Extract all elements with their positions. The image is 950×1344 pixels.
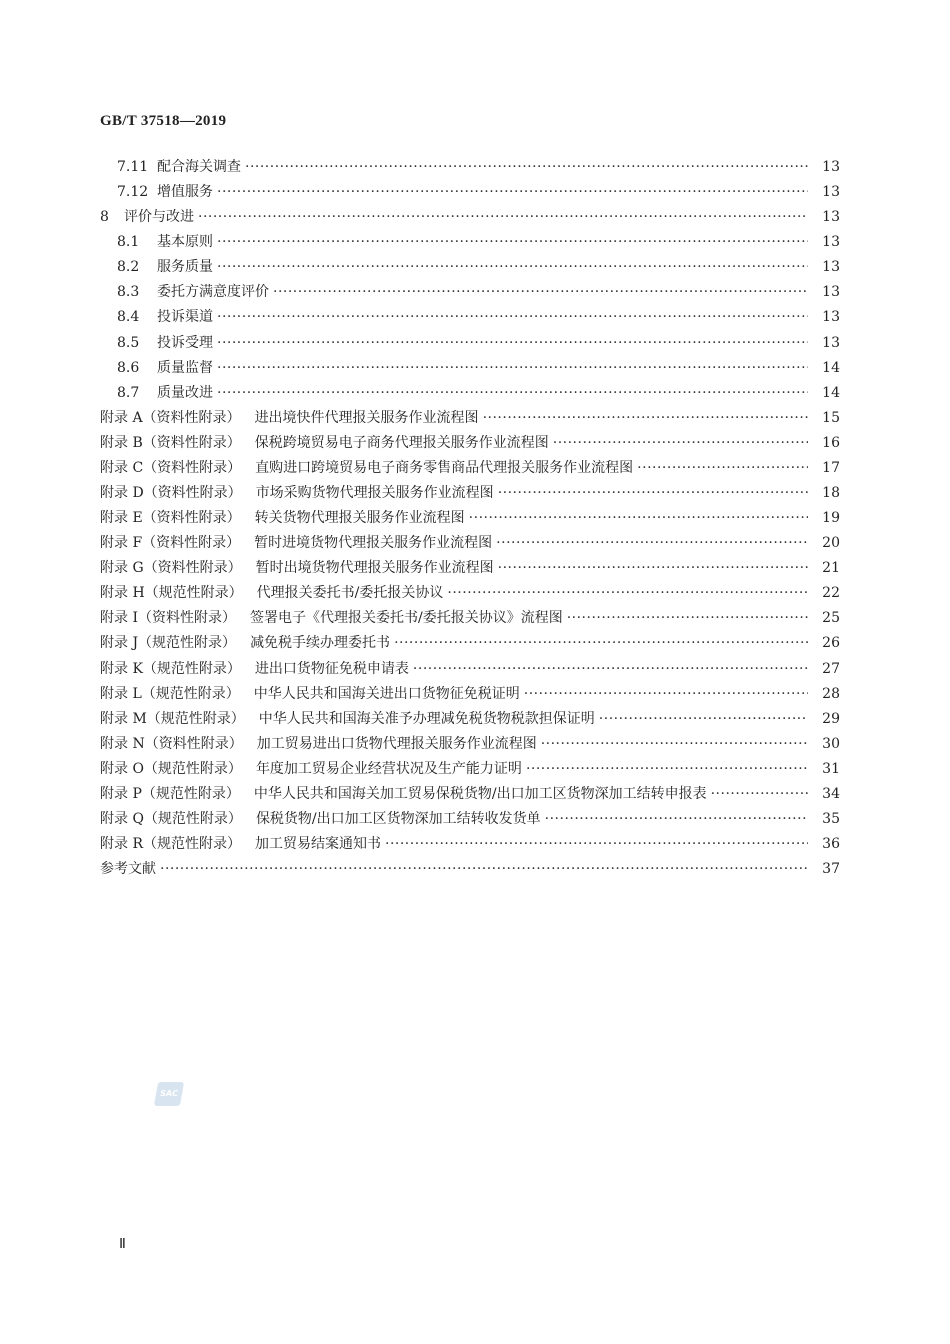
toc-entry-number: 8 <box>100 209 109 226</box>
toc-entry[interactable] <box>100 331 840 356</box>
toc-entry-page: 37 <box>822 861 840 878</box>
dot-leader <box>541 732 808 757</box>
dot-leader <box>160 857 808 882</box>
toc-entry[interactable] <box>100 230 840 255</box>
toc-entry[interactable] <box>100 682 840 707</box>
toc-entry-number: 附录 Q（规范性附录） <box>100 811 242 828</box>
dot-leader <box>217 305 808 330</box>
dot-leader <box>498 481 808 506</box>
toc-entry[interactable] <box>100 406 840 431</box>
dot-leader <box>553 431 808 456</box>
toc-entry-page: 22 <box>822 585 840 602</box>
toc-entry[interactable] <box>100 757 840 782</box>
table-of-contents <box>100 155 840 882</box>
toc-entry-number: 8.3 <box>117 284 140 301</box>
toc-entry-page: 27 <box>822 660 840 677</box>
dot-leader <box>217 180 808 205</box>
toc-entry-title: 中华人民共和国海关加工贸易保税货物/出口加工区货物深加工结转申报表 <box>253 785 707 802</box>
toc-entry-page: 13 <box>822 309 840 326</box>
toc-entry[interactable] <box>100 631 840 656</box>
toc-entry[interactable] <box>100 431 840 456</box>
toc-entry[interactable] <box>100 857 840 882</box>
dot-leader <box>498 556 808 581</box>
toc-entry-title: 服务质量 <box>157 259 213 276</box>
toc-entry-page: 13 <box>822 334 840 351</box>
dot-leader <box>469 506 808 531</box>
toc-entry-page: 17 <box>822 459 840 476</box>
toc-entry[interactable] <box>100 832 840 857</box>
toc-entry-title: 暂时出境货物代理报关服务作业流程图 <box>255 560 494 577</box>
toc-entry-number: 附录 R（规范性附录） <box>100 836 241 853</box>
toc-entry-page: 25 <box>822 610 840 627</box>
dot-leader <box>711 782 808 807</box>
dot-leader <box>217 356 808 381</box>
dot-leader <box>217 230 808 255</box>
dot-leader <box>496 531 808 556</box>
dot-leader <box>198 205 808 230</box>
dot-leader <box>245 155 808 180</box>
toc-entry-title: 暂时进境货物代理报关服务作业流程图 <box>254 535 493 552</box>
toc-entry-title: 中华人民共和国海关准予办理减免税货物税款担保证明 <box>258 710 595 727</box>
toc-entry[interactable] <box>100 707 840 732</box>
toc-entry-number: 7.11 <box>117 159 149 175</box>
toc-entry[interactable] <box>100 381 840 406</box>
toc-entry-number: 附录 O（规范性附录） <box>100 760 242 777</box>
toc-entry-number: 附录 I（资料性附录） <box>100 610 236 627</box>
toc-entry-title: 代理报关委托书/委托报关协议 <box>256 585 444 602</box>
toc-entry-number: 7.12 <box>117 184 149 201</box>
document-code: GB/T 37518—2019 <box>100 113 227 129</box>
toc-entry-page: 35 <box>822 811 840 828</box>
toc-entry-number: 附录 C（资料性附录） <box>100 459 242 476</box>
toc-entry-number: 8.6 <box>117 359 140 376</box>
dot-leader <box>217 381 808 406</box>
toc-entry-number: 8.1 <box>117 234 140 251</box>
toc-entry-title: 进出口货物征免税申请表 <box>254 660 409 677</box>
page-number: Ⅱ <box>119 1237 126 1252</box>
toc-entry-title: 增值服务 <box>157 184 213 201</box>
toc-entry-number: 附录 E（资料性附录） <box>100 510 241 527</box>
toc-entry[interactable] <box>100 305 840 330</box>
toc-entry-number: 附录 L（规范性附录） <box>100 685 240 702</box>
toc-entry-title: 配合海关调查 <box>157 159 241 175</box>
toc-entry-page: 20 <box>822 535 840 552</box>
toc-entry-page: 30 <box>822 735 840 752</box>
toc-entry-page: 21 <box>822 560 840 577</box>
toc-entry-title: 基本原则 <box>157 234 213 251</box>
toc-entry-number: 8.7 <box>117 384 140 401</box>
toc-entry-page: 18 <box>822 485 840 502</box>
dot-leader <box>483 406 808 431</box>
toc-entry-title: 市场采购货物代理报关服务作业流程图 <box>255 485 494 502</box>
toc-entry-title: 投诉受理 <box>157 334 213 351</box>
toc-entry[interactable] <box>100 556 840 581</box>
toc-entry-page: 26 <box>822 635 840 652</box>
toc-entry-title: 加工贸易结案通知书 <box>255 836 381 853</box>
toc-entry[interactable] <box>100 280 840 305</box>
dot-leader <box>273 280 808 305</box>
toc-entry-number: 附录 H（规范性附录） <box>100 585 243 602</box>
toc-entry-page: 16 <box>822 434 840 451</box>
toc-entry-page: 13 <box>822 159 840 175</box>
dot-leader <box>394 631 808 656</box>
dot-leader <box>599 707 808 732</box>
toc-entry[interactable] <box>100 356 840 381</box>
toc-entry-title: 减免税手续办理委托书 <box>250 635 391 652</box>
toc-entry-title: 保税跨境贸易电子商务代理报关服务作业流程图 <box>254 434 549 451</box>
toc-entry[interactable] <box>100 732 840 757</box>
toc-entry-title: 签署电子《代理报关委托书/委托报关协议》流程图 <box>249 610 563 627</box>
toc-entry-title: 进出境快件代理报关服务作业流程图 <box>254 409 479 426</box>
toc-entry-page: 13 <box>822 209 840 226</box>
toc-entry-page: 14 <box>822 384 840 401</box>
toc-entry-title: 委托方满意度评价 <box>157 284 269 301</box>
toc-entry[interactable] <box>100 155 840 180</box>
toc-entry-number: 附录 B（资料性附录） <box>100 434 241 451</box>
toc-entry-title: 评价与改进 <box>124 209 194 226</box>
dot-leader <box>545 807 808 832</box>
toc-entry[interactable] <box>100 531 840 556</box>
toc-entry-page: 34 <box>822 785 840 802</box>
toc-entry[interactable] <box>100 657 840 682</box>
toc-entry-title: 中华人民共和国海关进出口货物征免税证明 <box>253 685 520 702</box>
dot-leader <box>524 682 808 707</box>
toc-entry-number: 附录 M（规范性附录） <box>100 710 245 727</box>
toc-entry-title: 直购进口跨境贸易电子商务零售商品代理报关服务作业流程图 <box>255 459 634 476</box>
toc-entry-title: 加工贸易进出口货物代理报关服务作业流程图 <box>256 735 537 752</box>
toc-entry[interactable] <box>100 581 840 606</box>
toc-entry-page: 13 <box>822 284 840 301</box>
toc-entry[interactable] <box>100 456 840 481</box>
toc-entry-page: 36 <box>822 836 840 853</box>
toc-entry-page: 15 <box>822 409 840 426</box>
toc-entry-page: 13 <box>822 259 840 276</box>
toc-entry[interactable] <box>100 506 840 531</box>
toc-entry-page: 13 <box>822 184 840 201</box>
toc-entry[interactable] <box>100 481 840 506</box>
dot-leader <box>413 657 808 682</box>
toc-entry-number: 8.2 <box>117 259 140 276</box>
dot-leader <box>637 456 808 481</box>
toc-entry-number: 附录 F（资料性附录） <box>100 535 241 552</box>
toc-entry-number: 附录 K（规范性附录） <box>100 660 241 677</box>
toc-entry[interactable] <box>100 807 840 832</box>
sac-logo: SAC <box>154 1082 184 1106</box>
toc-entry-page: 13 <box>822 234 840 251</box>
toc-entry-number: 附录 N（资料性附录） <box>100 735 243 752</box>
toc-entry[interactable] <box>100 180 840 205</box>
dot-leader <box>217 331 808 356</box>
toc-entry[interactable] <box>100 255 840 280</box>
toc-entry-number: 8.5 <box>117 334 140 351</box>
toc-entry-title: 转关货物代理报关服务作业流程图 <box>254 510 465 527</box>
dot-leader <box>217 255 808 280</box>
toc-entry-number: 附录 A（资料性附录） <box>100 409 241 426</box>
dot-leader <box>567 606 808 631</box>
toc-entry-page: 31 <box>822 760 840 777</box>
dot-leader <box>447 581 808 606</box>
toc-entry-page: 19 <box>822 510 840 527</box>
toc-entry-page: 14 <box>822 359 840 376</box>
toc-entry-number: 附录 P（规范性附录） <box>100 785 240 802</box>
toc-entry-page: 28 <box>822 685 840 702</box>
toc-entry-title: 质量改进 <box>157 384 213 401</box>
dot-leader <box>526 757 808 782</box>
toc-entry-number: 附录 J（规范性附录） <box>100 635 237 652</box>
toc-entry-title: 质量监督 <box>157 359 213 376</box>
dot-leader <box>385 832 808 857</box>
toc-entry-number: 8.4 <box>117 309 140 326</box>
toc-entry[interactable] <box>100 606 840 631</box>
toc-entry-number: 附录 D（资料性附录） <box>100 485 242 502</box>
toc-entry-title: 保税货物/出口加工区货物深加工结转收发货单 <box>255 811 541 828</box>
toc-entry-title: 参考文献 <box>100 861 156 878</box>
toc-entry[interactable] <box>100 782 840 807</box>
toc-entry-number: 附录 G（资料性附录） <box>100 560 242 577</box>
toc-entry-title: 年度加工贸易企业经营状况及生产能力证明 <box>255 760 522 777</box>
toc-entry-title: 投诉渠道 <box>157 309 213 326</box>
toc-entry[interactable] <box>100 205 840 230</box>
toc-entry-page: 29 <box>822 710 840 727</box>
